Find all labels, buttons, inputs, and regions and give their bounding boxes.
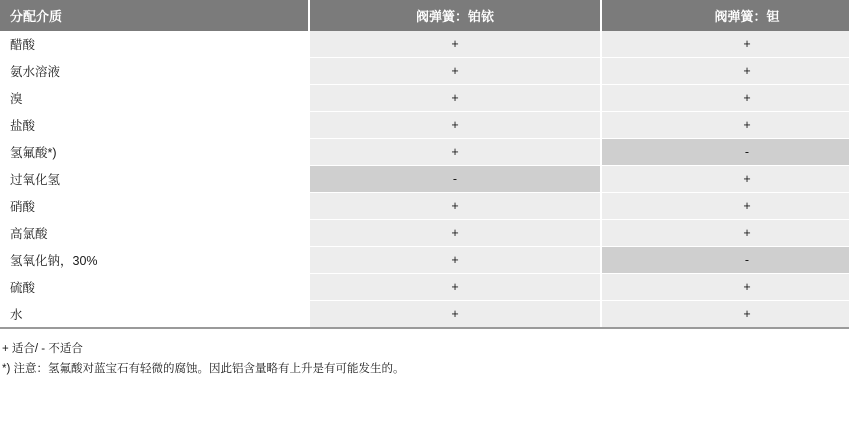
cell-platinum-iridium: +: [309, 274, 601, 301]
cell-tantalum: +: [601, 85, 849, 112]
cell-tantalum: +: [601, 301, 849, 329]
cell-platinum-iridium: +: [309, 85, 601, 112]
table-row: [0, 247, 849, 274]
cell-media: 硝酸: [0, 193, 309, 220]
table-row: [0, 301, 849, 329]
table-row: [0, 139, 849, 166]
cell-platinum-iridium: +: [309, 301, 601, 329]
table-row: [0, 85, 849, 112]
cell-media: 高氯酸: [0, 220, 309, 247]
column-header-valve-spring-tantalum: 阀弹簧：钽: [601, 0, 849, 31]
cell-media: 盐酸: [0, 112, 309, 139]
cell-tantalum: +: [601, 112, 849, 139]
cell-tantalum: +: [601, 274, 849, 301]
footnote-legend: + 适合/ - 不适合: [2, 343, 83, 355]
table-body: [0, 31, 849, 328]
cell-media: 氨水溶液: [0, 58, 309, 85]
cell-platinum-iridium: -: [309, 166, 601, 193]
table-row: [0, 58, 849, 85]
cell-tantalum: +: [601, 220, 849, 247]
cell-tantalum: -: [601, 247, 849, 274]
cell-platinum-iridium: +: [309, 139, 601, 166]
table-row: [0, 112, 849, 139]
cell-media: 硫酸: [0, 274, 309, 301]
cell-platinum-iridium: +: [309, 193, 601, 220]
table-header: [0, 0, 849, 31]
cell-tantalum: +: [601, 31, 849, 58]
cell-media: 水: [0, 301, 309, 329]
cell-tantalum: +: [601, 58, 849, 85]
cell-tantalum: -: [601, 139, 849, 166]
table-row: [0, 274, 849, 301]
table-row: [0, 31, 849, 58]
cell-media: 溴: [0, 85, 309, 112]
cell-media: 过氧化氢: [0, 166, 309, 193]
cell-platinum-iridium: +: [309, 247, 601, 274]
table-row: [0, 193, 849, 220]
cell-media: 氢氟酸*): [0, 139, 309, 166]
cell-tantalum: +: [601, 193, 849, 220]
cell-platinum-iridium: +: [309, 31, 601, 58]
cell-platinum-iridium: +: [309, 112, 601, 139]
column-header-valve-spring-platinum-iridium: 阀弹簧：铂铱: [309, 0, 601, 31]
table-header-row: [0, 0, 849, 31]
table-row: [0, 166, 849, 193]
cell-platinum-iridium: +: [309, 58, 601, 85]
cell-media: 醋酸: [0, 31, 309, 58]
column-header-media: 分配介质: [0, 0, 309, 31]
cell-media: 氢氧化钠，30%: [0, 247, 309, 274]
footnote-hydrofluoric-acid: *) 注意：氢氟酸对蓝宝石有轻微的腐蚀。因此铝含量略有上升是有可能发生的。: [2, 363, 405, 376]
footnotes: [0, 329, 849, 379]
table-row: [0, 220, 849, 247]
cell-tantalum: +: [601, 166, 849, 193]
cell-platinum-iridium: +: [309, 220, 601, 247]
